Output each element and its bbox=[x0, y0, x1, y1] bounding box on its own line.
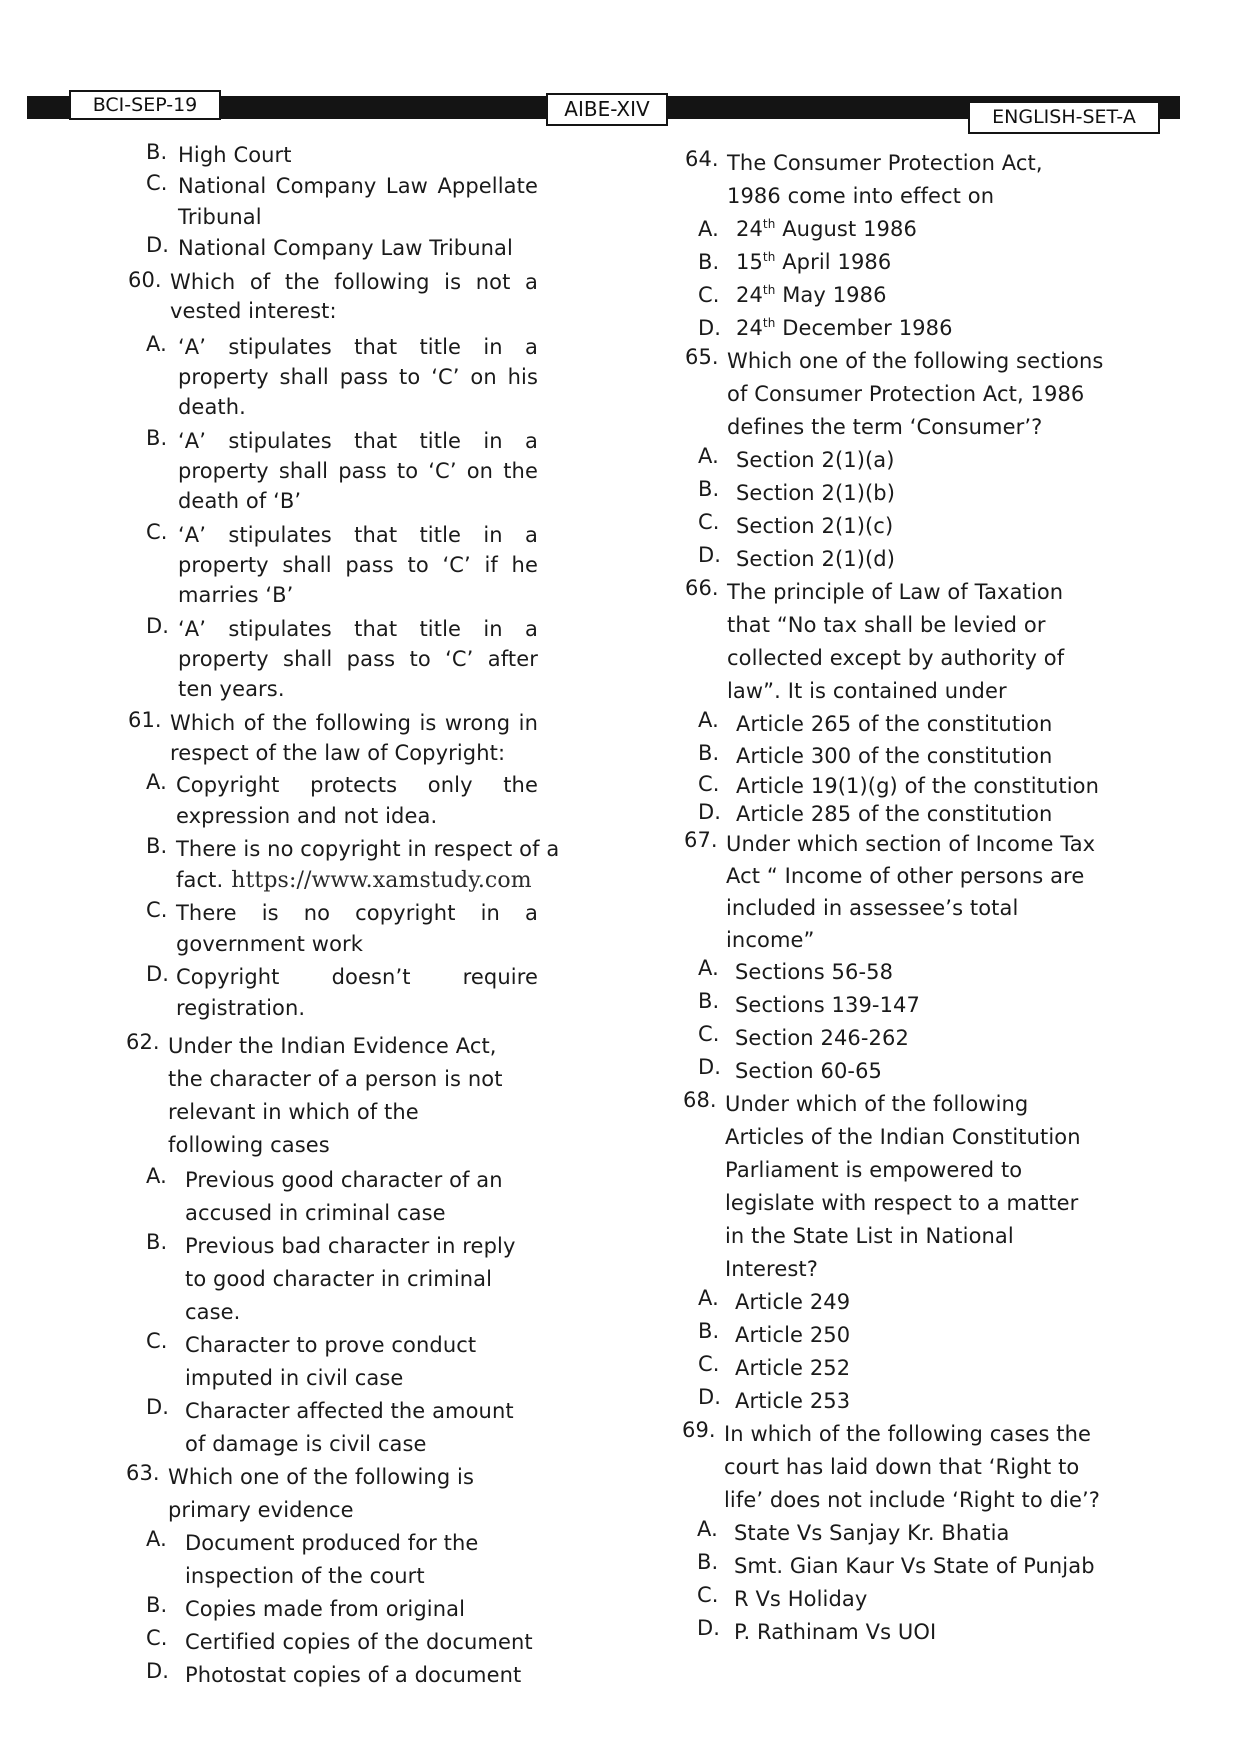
question-number: 63. bbox=[126, 1461, 160, 1485]
question-65 bbox=[640, 345, 1200, 444]
option-text: Previous good character of an accused in criminal case bbox=[185, 1168, 503, 1225]
option-letter: B. bbox=[698, 1319, 720, 1343]
option-text: Section 246-262 bbox=[735, 1026, 909, 1050]
question-66 bbox=[640, 576, 1200, 708]
option-letter: B. bbox=[146, 1593, 168, 1617]
option-67-b bbox=[640, 989, 1200, 1022]
option-65-a bbox=[640, 444, 1200, 477]
question-text: Which of the following is not a vested interest: bbox=[170, 270, 538, 323]
option-66-a bbox=[640, 708, 1200, 741]
option-letter: D. bbox=[698, 316, 722, 340]
option-text: Sections 56-58 bbox=[735, 960, 894, 984]
option-letter: C. bbox=[698, 510, 720, 534]
question-64 bbox=[640, 147, 1200, 213]
option-62-d bbox=[0, 1395, 600, 1461]
option-letter: A. bbox=[146, 332, 167, 356]
option-letter: B. bbox=[698, 989, 720, 1013]
option-letter: A. bbox=[698, 217, 719, 241]
option-62-b bbox=[0, 1230, 600, 1329]
option-letter: B. bbox=[146, 140, 168, 164]
option-letter: B. bbox=[698, 741, 720, 765]
option-letter: A. bbox=[698, 444, 719, 468]
question-number: 66. bbox=[685, 576, 719, 600]
option-text bbox=[736, 312, 1200, 345]
option-letter: D. bbox=[698, 800, 722, 824]
option-63-c bbox=[0, 1626, 600, 1659]
right-column bbox=[640, 147, 1200, 1649]
option-text: National Company Law Tribunal bbox=[178, 236, 513, 260]
option-62-a bbox=[0, 1164, 600, 1230]
option-60-b bbox=[0, 426, 600, 516]
option-text bbox=[736, 279, 1200, 312]
question-63 bbox=[0, 1461, 600, 1527]
option-letter: B. bbox=[697, 1550, 719, 1574]
option-text: State Vs Sanjay Kr. Bhatia bbox=[734, 1521, 1010, 1545]
option-letter: A. bbox=[697, 1517, 718, 1541]
option-65-b bbox=[640, 477, 1200, 510]
option-69-d bbox=[640, 1616, 1200, 1649]
option-68-d bbox=[640, 1385, 1200, 1418]
option-letter: A. bbox=[698, 1286, 719, 1310]
date-rest: August 1986 bbox=[782, 217, 917, 241]
date-suffix: th bbox=[762, 283, 776, 297]
date-day: 24 bbox=[736, 316, 763, 340]
date-suffix: th bbox=[762, 250, 776, 264]
option-text: Section 2(1)(d) bbox=[736, 547, 896, 571]
option-text: ‘A’ stipulates that title in a property shall pass to ‘C’ after ten years. bbox=[178, 617, 538, 701]
option-letter: A. bbox=[146, 1527, 167, 1551]
option-letter: C. bbox=[698, 1022, 720, 1046]
option-letter: A. bbox=[146, 1164, 167, 1188]
option-66-c bbox=[640, 772, 1200, 800]
date-rest: December 1986 bbox=[782, 316, 953, 340]
question-text: The Consumer Protection Act, 1986 come into effect on bbox=[727, 151, 1043, 208]
date-suffix: th bbox=[762, 217, 776, 231]
option-63-a bbox=[0, 1527, 600, 1593]
option-text: High Court bbox=[178, 143, 292, 167]
option-67-a bbox=[640, 956, 1200, 989]
option-text: Document produced for the inspection of the court bbox=[185, 1531, 479, 1588]
header-set-label: ENGLISH-SET-A bbox=[968, 101, 1160, 134]
question-text: Under the Indian Evidence Act, the character of a person is not relevant in which of the following cases bbox=[168, 1034, 503, 1157]
date-day: 24 bbox=[736, 217, 763, 241]
option-61-d bbox=[0, 962, 600, 1024]
option-letter: D. bbox=[146, 1395, 170, 1419]
option-61-b bbox=[0, 834, 600, 896]
option-59-d bbox=[0, 233, 600, 264]
date-day: 15 bbox=[736, 250, 763, 274]
option-text: Article 19(1)(g) of the constitution bbox=[736, 774, 1100, 798]
watermark-url: https://www.xamstudy.com bbox=[231, 868, 532, 893]
option-69-a bbox=[640, 1517, 1200, 1550]
date-suffix: th bbox=[762, 316, 776, 330]
option-59-c bbox=[0, 171, 600, 233]
question-number: 64. bbox=[685, 147, 719, 171]
option-letter: C. bbox=[146, 898, 168, 922]
option-text: Smt. Gian Kaur Vs State of Punjab bbox=[734, 1554, 1095, 1578]
option-text: Photostat copies of a document bbox=[185, 1663, 522, 1687]
question-text: Which one of the following sections of Consumer Protection Act, 1986 defines the term ‘Consumer’? bbox=[727, 349, 1104, 439]
option-61-a bbox=[0, 770, 600, 832]
question-number: 61. bbox=[128, 708, 162, 732]
option-62-c bbox=[0, 1329, 600, 1395]
option-69-c bbox=[640, 1583, 1200, 1616]
option-b-text: There is no copyright in respect of a fact. bbox=[176, 837, 560, 892]
option-letter: D. bbox=[146, 614, 170, 638]
option-65-c bbox=[640, 510, 1200, 543]
option-65-d bbox=[640, 543, 1200, 576]
option-letter: A. bbox=[698, 708, 719, 732]
option-letter: B. bbox=[146, 834, 168, 858]
left-column bbox=[0, 140, 600, 1692]
option-text: Sections 139-147 bbox=[735, 993, 920, 1017]
option-letter: C. bbox=[698, 283, 720, 307]
option-59-b bbox=[0, 140, 600, 171]
question-67 bbox=[640, 828, 1200, 956]
option-text: Certified copies of the document bbox=[185, 1630, 533, 1654]
option-letter: C. bbox=[146, 1329, 168, 1353]
option-60-a bbox=[0, 332, 600, 422]
option-61-c bbox=[0, 898, 600, 960]
option-letter: B. bbox=[698, 477, 720, 501]
question-number: 68. bbox=[683, 1088, 717, 1112]
option-64-c bbox=[640, 279, 1200, 312]
option-text: Previous bad character in reply to good character in criminal case. bbox=[185, 1234, 516, 1324]
option-68-b bbox=[640, 1319, 1200, 1352]
option-letter: D. bbox=[146, 1659, 170, 1683]
question-62 bbox=[0, 1030, 600, 1162]
option-64-b bbox=[640, 246, 1200, 279]
question-number: 62. bbox=[126, 1030, 160, 1054]
question-number: 65. bbox=[685, 345, 719, 369]
option-text: ‘A’ stipulates that title in a property shall pass to ‘C’ if he marries ‘B’ bbox=[178, 523, 538, 607]
question-number: 67. bbox=[684, 828, 718, 852]
option-64-d bbox=[640, 312, 1200, 345]
date-day: 24 bbox=[736, 283, 763, 307]
option-text: National Company Law Appellate Tribunal bbox=[178, 174, 538, 229]
option-text: Section 2(1)(b) bbox=[736, 481, 896, 505]
question-69 bbox=[640, 1418, 1200, 1517]
option-letter: B. bbox=[146, 426, 168, 450]
option-60-d bbox=[0, 614, 600, 704]
option-text: Article 300 of the constitution bbox=[736, 744, 1053, 768]
option-66-d bbox=[640, 800, 1200, 828]
option-text: Article 250 bbox=[735, 1323, 851, 1347]
option-63-d bbox=[0, 1659, 600, 1692]
option-68-a bbox=[640, 1286, 1200, 1319]
option-text: Section 2(1)(c) bbox=[736, 514, 894, 538]
option-text: R Vs Holiday bbox=[734, 1587, 868, 1611]
question-60 bbox=[0, 268, 600, 326]
header-exam-title: AIBE-XIV bbox=[546, 93, 668, 126]
option-letter: B. bbox=[146, 1230, 168, 1254]
question-number: 69. bbox=[682, 1418, 716, 1442]
question-number: 60. bbox=[128, 268, 162, 292]
question-text: Which one of the following is primary evidence bbox=[168, 1465, 475, 1522]
option-67-c bbox=[640, 1022, 1200, 1055]
option-letter: D. bbox=[698, 1055, 722, 1079]
option-text: Character to prove conduct imputed in civil case bbox=[185, 1333, 477, 1390]
date-rest: April 1986 bbox=[782, 250, 892, 274]
question-text: In which of the following cases the court has laid down that ‘Right to life’ does not include ‘Right to die’? bbox=[724, 1422, 1100, 1512]
option-text: Copyright doesn’t require registration. bbox=[176, 965, 538, 1020]
option-letter: C. bbox=[698, 772, 720, 796]
option-text: Copyright protects only the expression and not idea. bbox=[176, 773, 538, 828]
option-text: P. Rathinam Vs UOI bbox=[734, 1620, 937, 1644]
option-text bbox=[736, 246, 1200, 279]
option-text: Article 265 of the constitution bbox=[736, 712, 1053, 736]
option-64-a bbox=[640, 213, 1200, 246]
option-text: There is no copyright in a government work bbox=[176, 901, 538, 956]
option-letter: A. bbox=[698, 956, 719, 980]
option-text bbox=[176, 834, 576, 896]
option-letter: C. bbox=[146, 520, 168, 544]
option-letter: A. bbox=[146, 770, 167, 794]
question-text: Under which section of Income Tax Act “ Income of other persons are included in assessee’s total income” bbox=[726, 832, 1096, 952]
option-text: Article 285 of the constitution bbox=[736, 802, 1053, 826]
option-63-b bbox=[0, 1593, 600, 1626]
option-66-b bbox=[640, 741, 1200, 772]
option-letter: C. bbox=[697, 1583, 719, 1607]
option-letter: D. bbox=[697, 1616, 721, 1640]
question-text: Which of the following is wrong in respect of the law of Copyright: bbox=[170, 711, 538, 765]
question-61 bbox=[0, 708, 600, 768]
option-letter: D. bbox=[146, 962, 170, 986]
option-text: ‘A’ stipulates that title in a property shall pass to ‘C’ on his death. bbox=[178, 335, 538, 419]
question-text: Under which of the following Articles of the Indian Constitution Parliament is empowered to legislate with respect to a matter in the State List in National Interest? bbox=[725, 1092, 1081, 1281]
option-text: Article 249 bbox=[735, 1290, 851, 1314]
option-text: Section 2(1)(a) bbox=[736, 448, 895, 472]
option-text: Article 252 bbox=[735, 1356, 851, 1380]
option-text: ‘A’ stipulates that title in a property shall pass to ‘C’ on the death of ‘B’ bbox=[178, 429, 538, 513]
option-letter: D. bbox=[698, 1385, 722, 1409]
option-68-c bbox=[640, 1352, 1200, 1385]
option-60-c bbox=[0, 520, 600, 610]
header-exam-code: BCI-SEP-19 bbox=[69, 90, 221, 120]
option-letter: C. bbox=[698, 1352, 720, 1376]
option-letter: D. bbox=[698, 543, 722, 567]
question-text: The principle of Law of Taxation that “No tax shall be levied or collected except by authority of law”. It is contained under bbox=[727, 580, 1065, 703]
option-69-b bbox=[640, 1550, 1200, 1583]
option-letter: D. bbox=[146, 233, 170, 257]
question-68 bbox=[640, 1088, 1200, 1286]
option-text: Article 253 bbox=[735, 1389, 851, 1413]
option-letter: C. bbox=[146, 171, 168, 195]
date-rest: May 1986 bbox=[782, 283, 887, 307]
option-letter: B. bbox=[698, 250, 720, 274]
option-text: Copies made from original bbox=[185, 1597, 466, 1621]
option-text: Section 60-65 bbox=[735, 1059, 883, 1083]
option-text bbox=[736, 213, 1200, 246]
option-text: Character affected the amount of damage is civil case bbox=[185, 1399, 514, 1456]
option-67-d bbox=[640, 1055, 1200, 1088]
option-letter: C. bbox=[146, 1626, 168, 1650]
